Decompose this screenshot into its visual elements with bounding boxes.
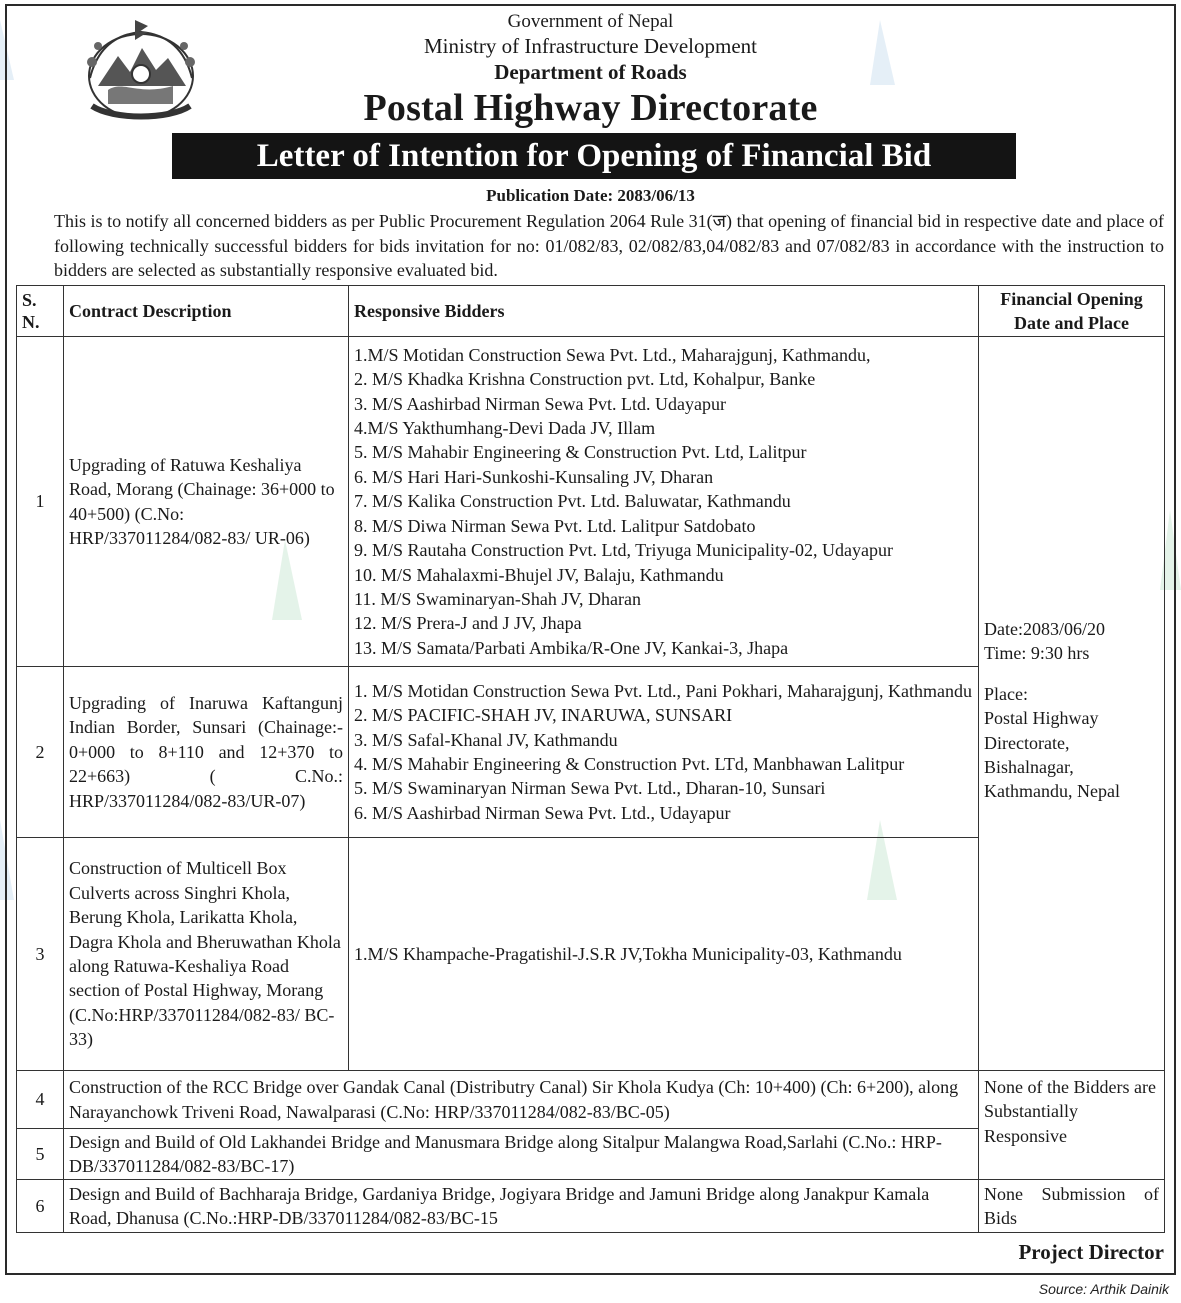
- bidder-item: 1.M/S Motidan Construction Sewa Pvt. Ltd., Maharajgunj, Kathmandu,: [354, 344, 871, 365]
- header-sn: S. N.: [17, 286, 64, 337]
- bidder-item: 13. M/S Samata/Parbati Ambika/R-One JV, Kankai-3, Jhapa: [354, 637, 789, 658]
- row-description: Construction of Multicell Box Culverts across Singhri Khola, Berung Khola, Larikatta Khola, Dagra Khola and Bheruwathan Khola along Ratuwa-Keshaliya Road section of Postal Highway, Morang (C.No:HRP/337011284/082-83/ BC-33): [64, 838, 349, 1071]
- bidder-item: 5. M/S Swaminaryan Nirman Sewa Pvt. Ltd., Dharan-10, Sunsari: [354, 778, 826, 799]
- bidder-item: 3. M/S Aashirbad Nirman Sewa Pvt. Ltd. Udayapur: [354, 393, 726, 414]
- bidder-item: 6. M/S Aashirbad Nirman Sewa Pvt. Ltd., Udayapur: [354, 802, 731, 823]
- publication-date: Publication Date: 2083/06/13: [486, 186, 695, 205]
- header-responsive-bidders: Responsive Bidders: [349, 286, 979, 337]
- row-description: Design and Build of Bachharaja Bridge, Gardaniya Bridge, Jogiyara Bridge and Jamuni Bridge along Janakpur Kamala Road, Dhanusa (C.No.:HRP-DB/337011284/082-83/BC-15: [64, 1180, 979, 1233]
- bidder-item: 9. M/S Rautaha Construction Pvt. Ltd, Triyuga Municipality-02, Udayapur: [354, 540, 893, 561]
- bidder-item: 10. M/S Mahalaxmi-Bhujel JV, Balaju, Kathmandu: [354, 564, 724, 585]
- bidder-item: 7. M/S Kalika Construction Pvt. Ltd. Baluwatar, Kathmandu: [354, 491, 791, 512]
- opening-place-label: Place:: [984, 683, 1028, 704]
- bidder-item: 4.M/S Yakthumhang-Devi Dada JV, Illam: [354, 418, 656, 439]
- row-description: Design and Build of Old Lakhandei Bridge and Manusmara Bridge along Sitalpur Malangwa Road,Sarlahi (C.No.: HRP-DB/337011284/082-83/BC-17): [64, 1129, 979, 1180]
- bidder-item: 4. M/S Mahabir Engineering & Construction Pvt. LTd, Manbhawan Lalitpur: [354, 754, 905, 774]
- row-sn: 3: [17, 838, 64, 1071]
- bidder-item: 11. M/S Swaminaryan-Shah JV, Dharan: [354, 588, 641, 609]
- table-row: [17, 337, 1165, 667]
- row-bidders: [349, 838, 979, 1071]
- notice-title-banner: Letter of Intention for Opening of Financial Bid: [172, 133, 1016, 179]
- signoff-title: Project Director: [1018, 1240, 1164, 1264]
- opening-time: Time: 9:30 hrs: [984, 643, 1090, 664]
- row-description: Upgrading of Inaruwa Kaftangunj Indian Border, Sunsari (Chainage:- 0+000 to 8+110 and 12+370 to 22+663) ( C.No.: HRP/337011284/082-83/UR-07): [64, 667, 349, 838]
- row-sn: 1: [17, 337, 64, 667]
- row-bidders: [349, 667, 979, 838]
- bidder-item: 1. M/S Motidan Construction Sewa Pvt. Ltd., Pani Pokhari, Maharajgunj, Kathmandu: [354, 680, 972, 701]
- row-sn: 4: [17, 1071, 64, 1129]
- bidder-item: 12. M/S Prera-J and J JV, Jhapa: [354, 613, 582, 634]
- bidder-item: 2. M/S PACIFIC-SHAH JV, INARUWA, SUNSARI: [354, 705, 733, 726]
- bidder-item: 8. M/S Diwa Nirman Sewa Pvt. Ltd. Lalitpur Satdobato: [354, 515, 756, 536]
- opening-place: Postal Highway Directorate, Bishalnagar, Kathmandu, Nepal: [984, 708, 1120, 802]
- bidder-item: 3. M/S Safal-Khanal JV, Kathmandu: [354, 729, 618, 750]
- header-financial-opening: Financial Opening Date and Place: [979, 286, 1165, 337]
- row-bidders: [349, 337, 979, 667]
- row-sn: 5: [17, 1129, 64, 1180]
- directorate-title: Postal Highway Directorate: [363, 87, 818, 129]
- opening-date: Date:2083/06/20: [984, 619, 1105, 639]
- source-credit: Source: Arthik Dainik: [1038, 1281, 1169, 1297]
- remark-cell: None of the Bidders are Substantially Responsive: [979, 1071, 1165, 1180]
- bidder-item: 2. M/S Khadka Krishna Construction pvt. Ltd, Kohalpur, Banke: [354, 369, 816, 390]
- row-description: Upgrading of Ratuwa Keshaliya Road, Morang (Chainage: 36+000 to 40+500) (C.No: HRP/337011284/082-83/ UR-06): [64, 337, 349, 667]
- row-description: Construction of the RCC Bridge over Gandak Canal (Distributry Canal) Sir Khola Kudya (Ch: 10+400) (Ch: 6+200), along Narayanchowk Triveni Road, Nawalparasi (C.No: HRP/337011284/082-83/BC-05): [64, 1071, 979, 1129]
- header-contract-description: Contract Description: [64, 286, 349, 337]
- bidder-item: 6. M/S Hari Hari-Sunkoshi-Kunsaling JV, Dharan: [354, 466, 714, 487]
- row-sn: 2: [17, 667, 64, 838]
- table-row: [17, 1180, 1165, 1233]
- remark-cell: None Submission of Bids: [979, 1180, 1165, 1233]
- financial-opening-cell: [979, 337, 1165, 1071]
- government-line: Government of Nepal: [507, 11, 674, 32]
- intro-paragraph: This is to notify all concerned bidders as per Public Procurement Regulation 2064 Rule 31(ज) that opening of financial bid in respective date and place of following technically successful bidders for bids invitation for no: 01/082/83, 02/082/83,04/082/83 and 07/082/83 in accordance with the instruction to bidders are selected as substantially responsive evaluated bid.: [54, 211, 1164, 280]
- department-line: Department of Roads: [494, 60, 687, 84]
- table-row: [17, 1071, 1165, 1129]
- row-sn: 6: [17, 1180, 64, 1233]
- ministry-line: Ministry of Infrastructure Development: [424, 34, 757, 58]
- bidder-item: 5. M/S Mahabir Engineering & Construction Pvt. Ltd, Lalitpur: [354, 442, 807, 463]
- bid-table: [16, 285, 1165, 1233]
- table-header-row: [17, 286, 1165, 337]
- bidder-item: 1.M/S Khampache-Pragatishil-J.S.R JV,Tokha Municipality-03, Kathmandu: [354, 943, 902, 964]
